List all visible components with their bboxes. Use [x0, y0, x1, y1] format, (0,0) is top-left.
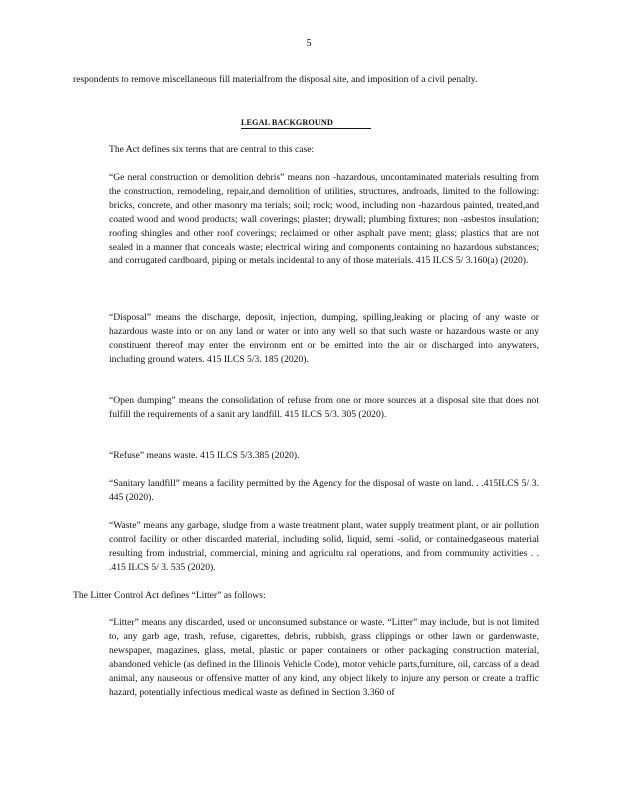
definition-sanitary-landfill: “Sanitary landfill” means a facility permitted by the Agency for the disposal of waste on land. . .415ILCS 5/ 3. 445 (2020).: [109, 478, 539, 503]
section-heading: LEGAL BACKGROUND: [241, 117, 371, 129]
definition-litter: “Litter” means any discarded, used or unconsumed substance or waste. “Litter” may include, but is not limited to, any garb age, trash, refuse, cigarettes, debris, rubbish, grass clippings or other lawn or gardenwaste, newspaper, magazines, glass, metal, plastic or paper containers or other packaging construction material, abandoned vehicle (as defined in the Illinois Vehicle Code), motor vehicle parts,furniture, oil, carcass of a dead animal, any nauseous or offensive matter of any kind, any object likely to injure any person or create a traffic hazard, potentially infectious medical waste as defined in Section 3.360 of: [109, 617, 539, 698]
definition-disposal: “Disposal” means the discharge, deposit, injection, dumping, spilling,leaking or placing of any waste or hazardous waste into or on any land or water or into any well so that such waste or hazardous waste or any constituent thereof may enter the environm ent or be emitted into the air or discharged into anywaters, including ground waters. 415 ILCS 5/3. 185 (2020).: [109, 312, 539, 365]
definition-refuse: “Refuse” means waste. 415 ILCS 5/3.385 (2020).: [109, 450, 300, 461]
page-number: 5: [306, 38, 312, 49]
definition-open-dumping: “Open dumping” means the consolidation of refuse from one or more sources at a disposal site that does not fulfill the requirements of a sanit ary landfill. 415 ILCS 5/3. 305 (2020).: [109, 395, 539, 420]
intro-paragraph: The Act defines six terms that are central to this case:: [109, 144, 315, 155]
definition-waste: “Waste” means any garbage, sludge from a waste treatment plant, water supply treatment plant, or air pollution control facility or other discarded material, including solid, liquid, semi -solid, or containedgaseous material resulting from industrial, commercial, mining and agricultu ral operations, and from community activities . . .415 ILCS 5/ 3. 535 (2020).: [109, 520, 539, 573]
litter-intro-paragraph: The Litter Control Act defines “Litter” as follows:: [73, 590, 266, 601]
continuation-paragraph: respondents to remove miscellaneous fill materialfrom the disposal site, and imposition of a civil penalty.: [73, 74, 478, 85]
definition-construction-debris: “Ge neral construction or demolition debris” means non -hazardous, uncontaminated materials resulting from the construction, remodeling, repair,and demolition of utilities, structures, androads, limited to the following: bricks, concrete, and other masonry ma terials; soil; rock; wood, including non -hazardous painted, treated,and coated wood and wood products; wall coverings; plaster; drywall; plumbing fixtures; non -asbestos insulation; roofing shingles and other roof coverings; reclaimed or other asphalt pave ment; glass; plastics that are not sealed in a manner that conceals waste; electrical wiring and components containing no hazardous substances; and corrugated cardboard, piping or metals incidental to any of those materials. 415 ILCS 5/ 3.160(a) (2020).: [109, 172, 539, 267]
